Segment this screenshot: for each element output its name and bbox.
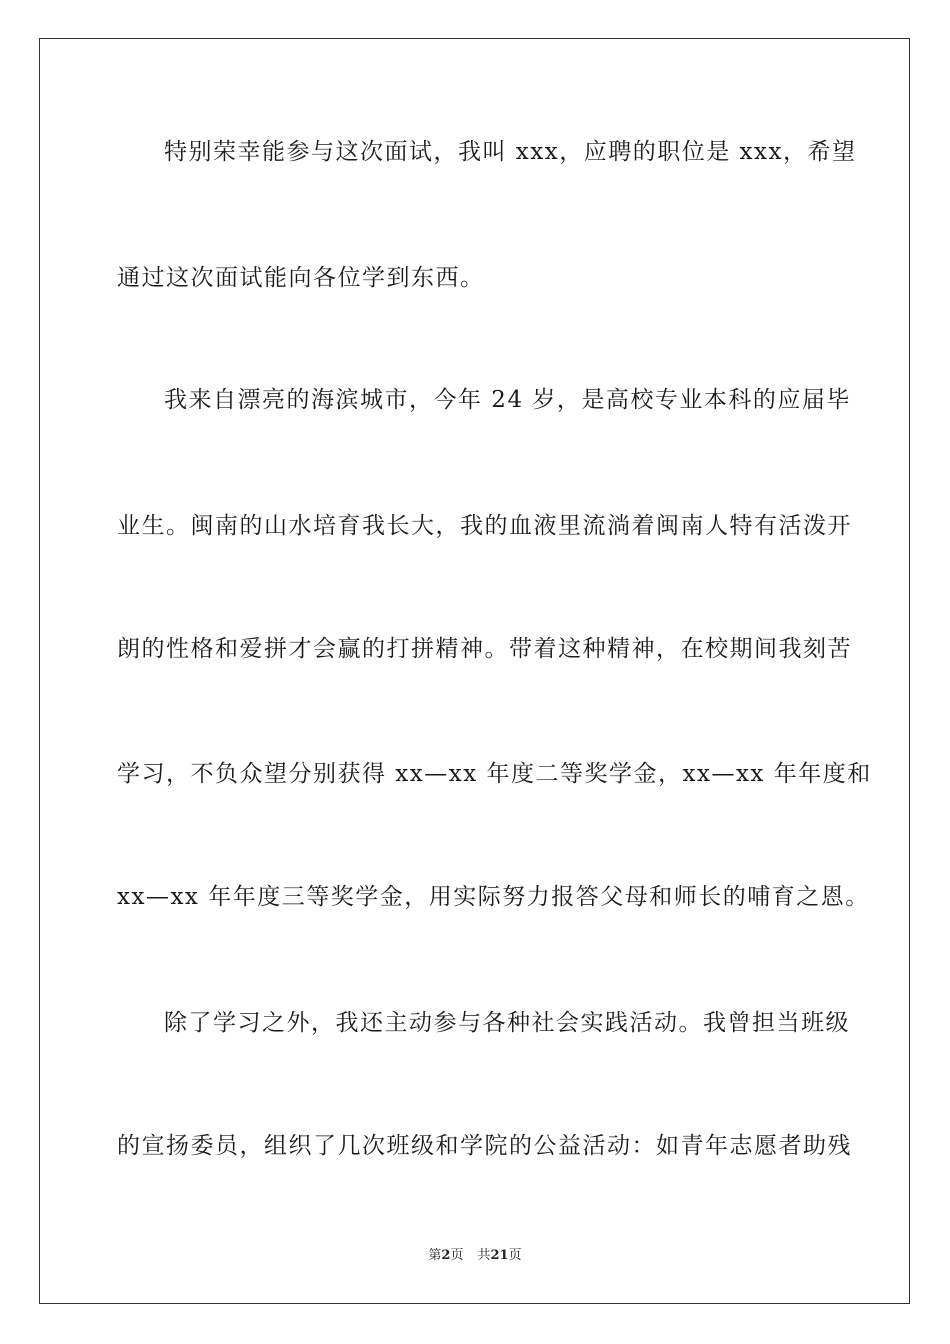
paragraph-2-line-4: 学习，不负众望分别获得 xx—xx 年度二等奖学金，xx—xx 年年度和 bbox=[117, 761, 872, 787]
total-pages: 21 bbox=[490, 1248, 509, 1263]
page-number: 2 bbox=[441, 1248, 451, 1263]
paragraph-2-line-3: 朗的性格和爱拼才会赢的打拼精神。带着这种精神，在校期间我刻苦 bbox=[117, 636, 852, 662]
total-label-suffix: 页 bbox=[508, 1248, 522, 1263]
paragraph-1-line-1: 特别荣幸能参与这次面试，我叫 xxx，应聘的职位是 xxx，希望 bbox=[164, 139, 857, 165]
paragraph-3-line-1: 除了学习之外，我还主动参与各种社会实践活动。我曾担当班级 bbox=[164, 1010, 850, 1036]
page-label-prefix: 第 bbox=[428, 1248, 442, 1263]
paragraph-1-line-2: 通过这次面试能向各位学到东西。 bbox=[117, 265, 485, 291]
total-label-prefix: 共 bbox=[477, 1248, 491, 1263]
paragraph-2-line-2: 业生。闽南的山水培育我长大，我的血液里流淌着闽南人特有活泼开 bbox=[117, 513, 852, 539]
page-footer bbox=[0, 1247, 950, 1265]
page-label-suffix: 页 bbox=[450, 1248, 464, 1263]
paragraph-2-line-1: 我来自漂亮的海滨城市，今年 24 岁，是高校专业本科的应届毕 bbox=[164, 387, 851, 413]
paragraph-3-line-2: 的宣扬委员，组织了几次班级和学院的公益活动：如青年志愿者助残 bbox=[117, 1133, 852, 1159]
page-border bbox=[39, 38, 910, 1304]
paragraph-2-line-5: xx—xx 年年度三等奖学金，用实际努力报答父母和师长的哺育之恩。 bbox=[117, 884, 870, 910]
